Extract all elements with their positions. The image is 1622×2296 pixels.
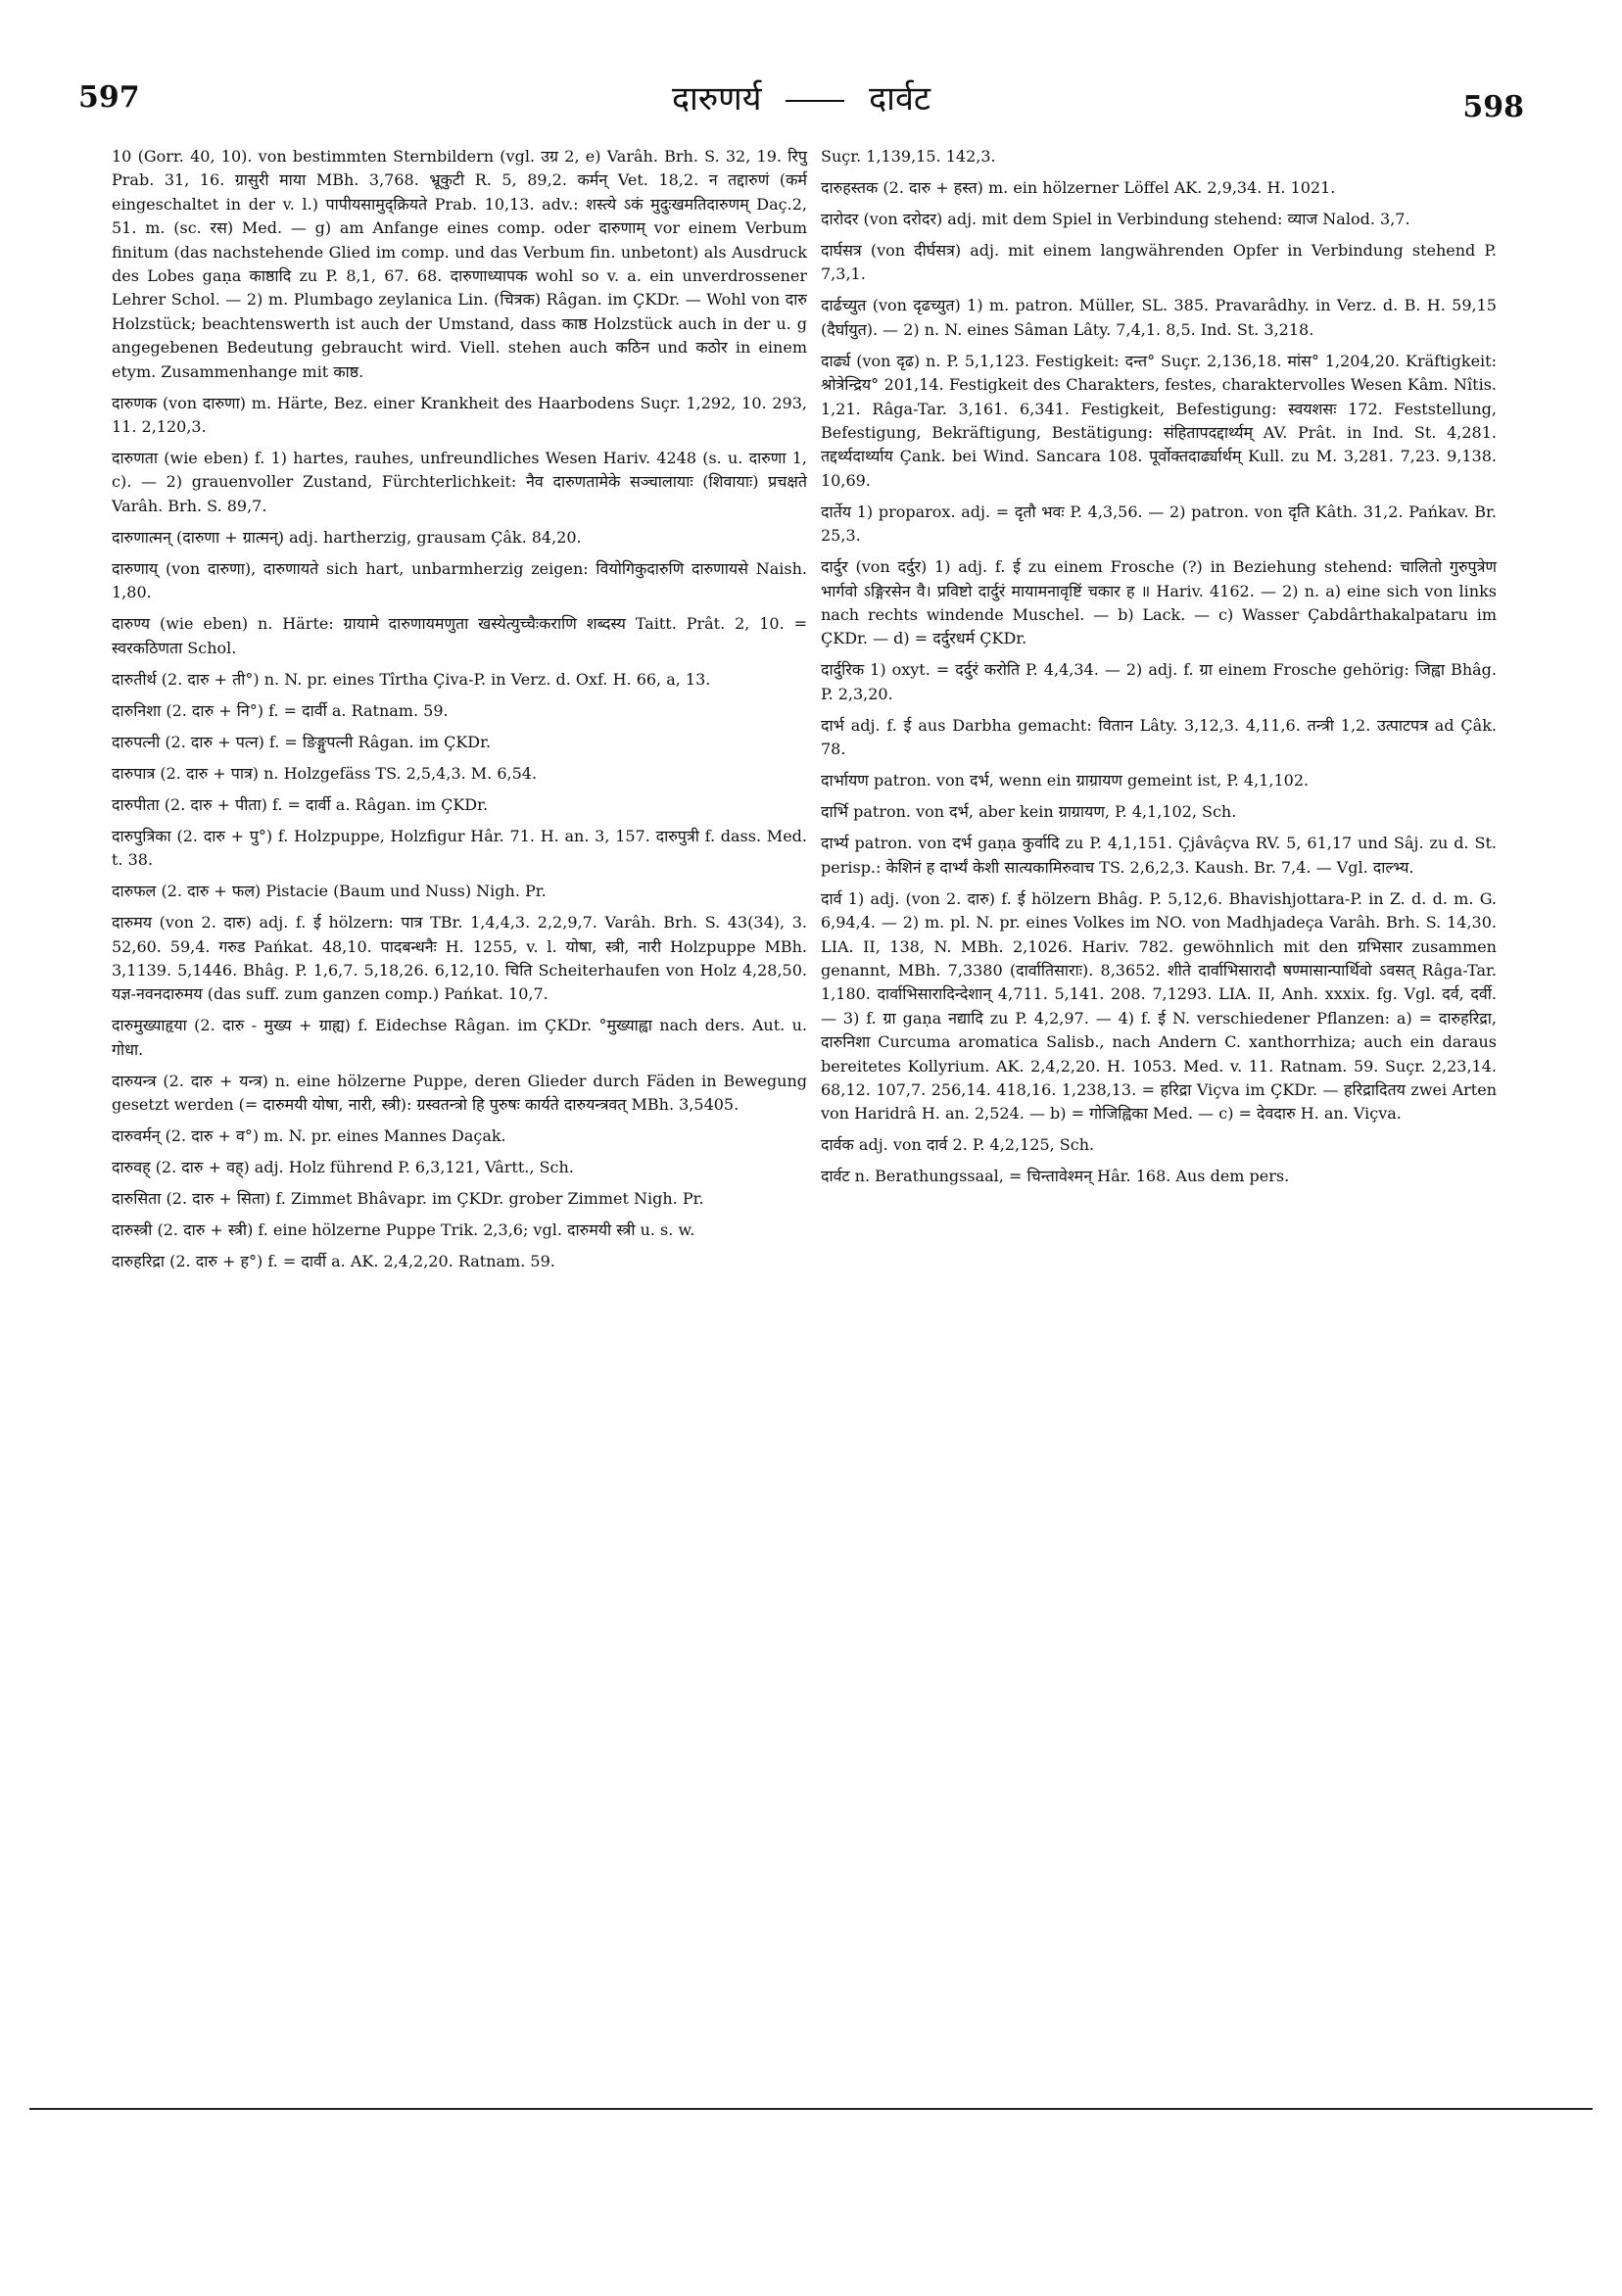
dictionary-entry: दारुसिता (2. दारु + सिता) f. Zimmet Bhâvapr. im ÇKDr. grober Zimmet Nigh. Pr. bbox=[112, 1189, 704, 1209]
dictionary-entry: दारुपत्नी (2. दारु + पत्न) f. = ङिङ्गुपत्नी Râgan. im ÇKDr. bbox=[112, 732, 492, 751]
dictionary-entry: दारुहस्तक (2. दारु + हस्त) m. ein hölzerner Löffel AK. 2,9,34. H. 1021. bbox=[821, 178, 1336, 197]
dictionary-entry: दार्भ्य patron. von दर्भ gaṇa कुर्वादि zu P. 4,1,151. Çjâvâçva RV. 5, 61,17 und Sâj. zu d. St. perisp.: केशिनं ह दार्भ्यं केशी सात्यकामिरुवाच TS. 2,6,2,3. Kaush. Br. 7,4. — Vgl. दाल्भ्य. bbox=[821, 834, 1497, 877]
dictionary-entry: 10 (Gorr. 40, 10). von bestimmten Sternbildern (vgl. उग्र 2, e) Varâh. Brh. S. 32, 19. रिपु Prab. 31, 16. ग्रासुरी माया MBh. 3,768. भ्रूकुटी R. 5, 89,2. कर्मन् Vet. 18,2. न तद्दारुणं (कर्म eingeschaltet in der v. l.) पापीयसामुद्क्रियते Prab. 10,13. adv.: शस्त्ये ऽकं मुदुःखमतिदारुणम् Daç.2, 51. m. (sc. रस) Med. — g) am Anfange eines comp. oder दारुणाम् vor einem Verbum finitum (das nachstehende Glied im comp. und das Verbum fin. unbetont) als Ausdruck des Lobes gaṇa काष्ठादि zu P. 8,1, 67. 68. दारुणाध्यापक wohl so v. a. ein unverdrossener Lehrer Schol. — 2) m. Plumbago zeylanica Lin. (चित्रक) Râgan. im ÇKDr. — Wohl von दारु Holzstück; beachtenswerth ist auch der Umstand, dass काष्ठ Holzstück auch in der u. g angegebenen Bedeutung gebraucht wird. Viell. stehen auch कठिन und कठोर in einem etym. Zusammenhange mit काष्ठ. bbox=[112, 147, 807, 381]
dictionary-entry: दार्तेय 1) proparox. adj. = दृतौ भवः P. 4,3,56. — 2) patron. von दृति Kâth. 31,2. Pańkav. Br. 25,3. bbox=[821, 502, 1497, 546]
dictionary-entry: दार्ढ्य (von दृढ) n. P. 5,1,123. Festigkeit: दन्त° Suçr. 2,136,18. मांस° 1,204,20. Kräftigkeit: श्रोत्रेन्द्रिय° 201,14. Festigkeit des Charakters, festes, charaktervolles Wesen Kâm. Nîtis. 1,21. Râga-Tar. 3,161. 6,341. Festigkeit, Befestigung: स्वयशसः 172. Feststellung, Befestigung, Bekräftigung, Bestätigung: संहितापदद्दार्थ्यम् AV. Prât. in Ind. St. 4,281. तद्दर्थ्यदार्थ्याय Çank. bei Wind. Sancara 108. पूर्वोक्तदार्ढ्यार्थम् Kull. zu M. 3,281. 7,23. 9,138. 10,69. bbox=[821, 351, 1497, 490]
dictionary-entry: दारुस्त्री (2. दारु + स्त्री) f. eine hölzerne Puppe Trik. 2,3,6; vgl. दारुमयी स्त्री u. s. w. bbox=[112, 1220, 695, 1240]
dictionary-entry: दारुतीर्थ (2. दारु + ती°) n. N. pr. eines Tîrtha Çiva-P. in Verz. d. Oxf. H. 66, a, 13. bbox=[112, 669, 711, 689]
running-head bbox=[78, 74, 1524, 120]
dictionary-entry: दारुपीता (2. दारु + पीता) f. = दार्वी a. Râgan. im ÇKDr. bbox=[112, 794, 489, 814]
dictionary-entry: दार्भ adj. f. ई aus Darbha gemacht: वितान Lâty. 3,12,3. 4,11,6. तन्त्री 1,2. उत्पाटपत्र ad Çâk. 78. bbox=[821, 715, 1497, 759]
dictionary-entry: दारुमुख्याहृया (2. दारु - मुख्य + ग्राह्य) f. Eidechse Râgan. im ÇKDr. °मुख्याह्वा nach ders. Aut. u. गोधा. bbox=[112, 1016, 807, 1059]
dictionary-entry: दार्भि patron. von दर्भ, aber kein ग्राग्रायण, P. 4,1,102, Sch. bbox=[821, 802, 1237, 822]
dictionary-entry: दारुपुत्रिका (2. दारु + पु°) f. Holzpuppe, Holzfigur Hâr. 71. H. an. 3, 157. दारुपुत्री f. dass. Med. t. 38. bbox=[112, 826, 807, 870]
dictionary-entry: दारुण्य (wie eben) n. Härte: ग्रायामे दारुणायमणुता खस्येत्युच्चैःकराणि शब्दस्य Taitt. Prât. 2, 10. = स्वरकठिणता Schol. bbox=[112, 614, 807, 657]
dictionary-entry: दारुणता (wie eben) f. 1) hartes, rauhes, unfreundliches Wesen Hariv. 4248 (s. u. दारुणा 1, c). — 2) grauenvoller Zustand, Fürchterlichkeit: नैव दारुणतामेके सञ्चालायाः (शिवायाः) प्रचक्षते Varâh. Brh. S. 89,7. bbox=[112, 449, 807, 515]
dictionary-entry: दार्वक adj. von दार्व 2. P. 4,2,125, Sch. bbox=[821, 1135, 1095, 1155]
dictionary-entry: दार्वट n. Berathungssaal, = चिन्तावेश्मन् Hâr. 168. Aus dem pers. bbox=[821, 1167, 1290, 1186]
dictionary-entry: दार्दुरिक 1) oxyt. = दर्दुरं करोति P. 4,4,34. — 2) adj. f. ग्रा einem Frosche gehörig: जिह्वा Bhâg. P. 2,3,20. bbox=[821, 660, 1497, 703]
dictionary-entry: दारुणक (von दारुणा) m. Härte, Bez. einer Krankheit des Haarbodens Suçr. 1,292, 10. 293, 11. 2,120,3. bbox=[112, 393, 807, 437]
dictionary-entry: दारुहरिद्रा (2. दारु + ह°) f. = दार्वी a. AK. 2,4,2,20. Ratnam. 59. bbox=[112, 1252, 555, 1271]
bottom-rule bbox=[29, 2108, 1593, 2110]
page-header bbox=[78, 69, 1524, 137]
page-number-right: 598 bbox=[1462, 90, 1524, 124]
dictionary-entry: दारुफल (2. दारु + फल) Pistacie (Baum und Nuss) Nigh. Pr. bbox=[112, 882, 547, 901]
running-head-end: दार्वट bbox=[869, 79, 931, 119]
dictionary-entry: दारुणाय् (von दारुणा), दारुणायते sich hart, unbarmherzig zeigen: वियोगिकुदारुणि दारुणायसे Naish. 1,80. bbox=[112, 558, 807, 602]
running-head-start: दारुणर्य bbox=[671, 79, 762, 119]
dictionary-entry: दारुणात्मन् (दारुणा + ग्रात्मन्) adj. hartherzig, grausam Çâk. 84,20. bbox=[112, 527, 582, 547]
dictionary-entry: दारुवर्मन् (2. दारु + व°) m. N. pr. eines Mannes Daçak. bbox=[112, 1126, 506, 1146]
dictionary-entry: दार्घसत्र (von दीर्घसत्र) adj. mit einem langwährenden Opfer in Verbindung stehend P. 7,3,1. bbox=[821, 241, 1497, 284]
dictionary-entry: दारुपात्र (2. दारु + पात्र) n. Holzgefäss TS. 2,5,4,3. M. 6,54. bbox=[112, 763, 538, 783]
dictionary-entry: दार्भायण patron. von दर्भ, wenn ein ग्राग्रायण gemeint ist, P. 4,1,102. bbox=[821, 771, 1310, 790]
dictionary-entry: Suçr. 1,139,15. 142,3. bbox=[821, 147, 996, 166]
dictionary-entry: दारुवह् (2. दारु + वह्) adj. Holz führend P. 6,3,121, Vârtt., Sch. bbox=[112, 1158, 574, 1177]
page-number-left: 597 bbox=[78, 80, 140, 115]
dictionary-entry: दार्व 1) adj. (von 2. दारु) f. ई hölzern Bhâg. P. 5,12,6. Bhavishjottara-P. in Z. d. d. m. G. 6,94,4. — 2) m. pl. N. pr. eines Volkes im NO. von Madhjadeça Varâh. Brh. S. 14,30. LIA. II, 138, N. MBh. 2,1026. Hariv. 782. gewöhnlich mit den ग्रभिसार zusammen genannt, MBh. 7,3380 (दार्वातिसाराः). 8,3652. शीते दार्वाभिसारादौ षण्मासान्पार्थिवो ऽवसत् Râga-Tar. 1,180. दार्वाभिसारादिन्देशान् 4,711. 5,141. 208. 7,1293. LIA. II, Anh. xxxix. fg. Vgl. दर्व, दर्वी. — 3) f. ग्रा gaṇa नद्यादि zu P. 4,2,97. — 4) f. ई N. verschiedener Pflanzen: a) = दारुहरिद्रा, दारुनिशा Curcuma aromatica Salisb., nach Andern C. xanthorrhiza; auch ein daraus bereitetes Kollyrium. AK. 2,4,2,20. H. 1053. Med. v. 11. Ratnam. 59. Suçr. 2,23,14. 68,12. 107,7. 256,14. 418,16. 1,238,13. = हरिद्रा Viçva im ÇKDr. — हरिद्रादितय zwei Arten von Haridrâ H. an. 2,524. — b) = गोजिह्विका Med. — c) = देवदारु H. an. Viçva. bbox=[821, 888, 1497, 1124]
dictionary-entry: दार्दुर (von दर्दुर) 1) adj. f. ई zu einem Frosche (?) in Beziehung stehend: चालितो गुरुपुत्रेण भार्गवो ऽङ्गिरसेन वै। प्रविष्टो दार्दुरं मायामनावृष्टिं चकार ह ॥ Hariv. 4162. — 2) n. a) eine sich von links nach rechts windende Muschel. — b) Lack. — c) Wasser Çabdârthakalpataru im ÇKDr. — d) = दर्दुरधर्म ÇKDr. bbox=[821, 557, 1497, 648]
running-head-dash bbox=[786, 100, 844, 102]
dictionary-entry: दारुयन्त्र (2. दारु + यन्त्र) n. eine hölzerne Puppe, deren Glieder durch Fäden in Bewegung gesetzt werden (= दारुमयी योषा, नारी, स्त्री): ग्रस्वतन्त्रो हि पुरुषः कार्यते दारुयन्त्रवत् MBh. 3,5405. bbox=[112, 1071, 807, 1115]
right-column bbox=[821, 145, 1497, 1196]
dictionary-entry: दारुनिशा (2. दारु + नि°) f. = दार्वी a. Ratnam. 59. bbox=[112, 700, 449, 720]
left-column bbox=[112, 145, 807, 1281]
dictionary-entry: दार्ढच्युत (von दृढच्युत) 1) m. patron. Müller, SL. 385. Pravarâdhy. in Verz. d. B. H. 59,15 (दैर्घायुत). — 2) n. N. eines Sâman Lâty. 7,4,1. 8,5. Ind. St. 3,218. bbox=[821, 296, 1497, 339]
dictionary-entry: दारोदर (von दरोदर) adj. mit dem Spiel in Verbindung stehend: व्याज Nalod. 3,7. bbox=[821, 210, 1410, 228]
dictionary-entry: दारुमय (von 2. दारु) adj. f. ई hölzern: पात्र TBr. 1,4,4,3. 2,2,9,7. Varâh. Brh. S. 43(34), 3. 52,60. 59,4. गरुड Pańkat. 48,10. पादबन्धनैः H. 1255, v. l. योषा, स्त्री, नारी Holzpuppe MBh. 3,1139. 5,1446. Bhâg. P. 1,6,7. 5,18,26. 6,12,10. चिति Scheiterhaufen von Holz 4,28,50. यज्ञ-नवनदारुमय (das suff. zum ganzen comp.) Pańkat. 10,7. bbox=[112, 913, 807, 1004]
